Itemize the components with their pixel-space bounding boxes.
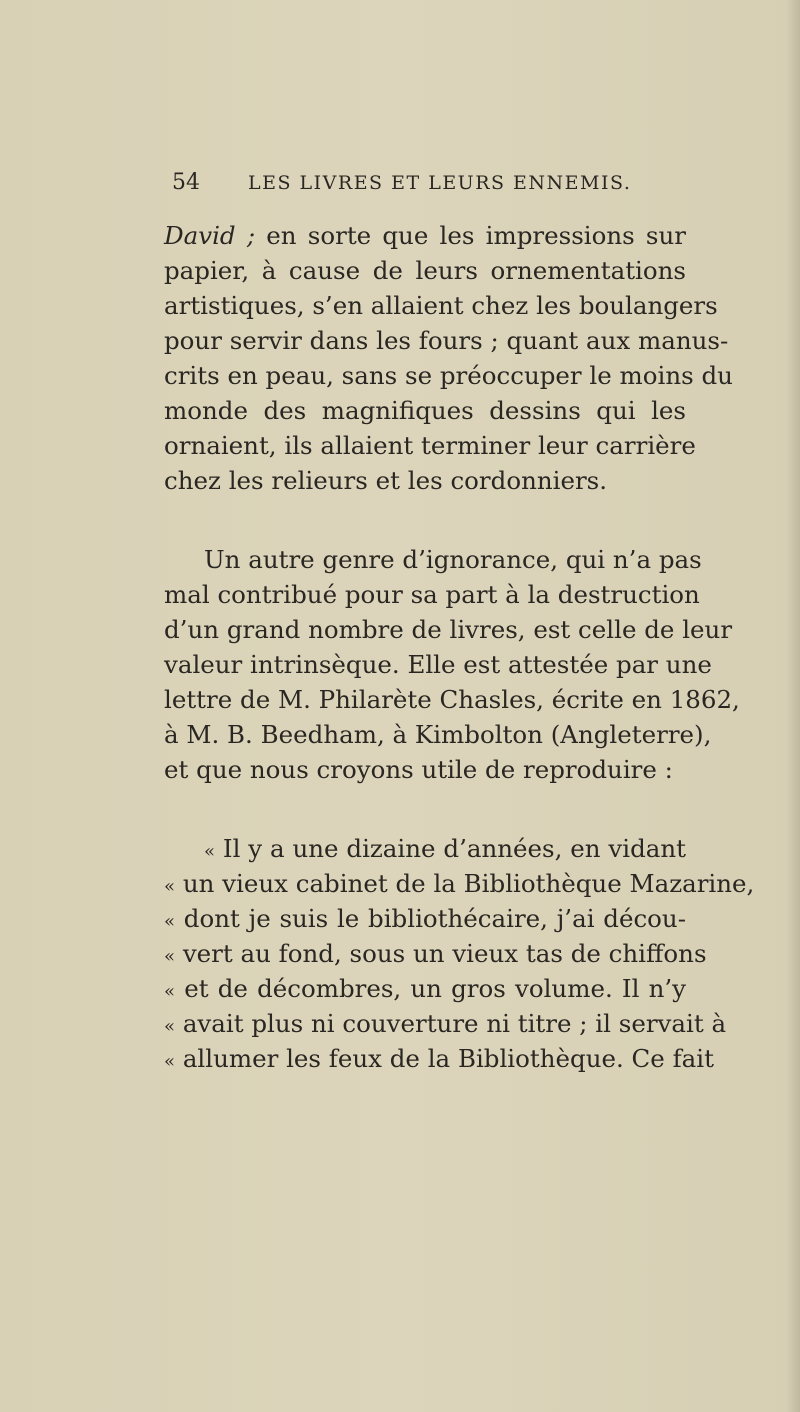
text-fragment: et de décombres, un gros volume. Il n’y <box>184 974 687 1003</box>
text-line: crits en peau, sans se préoccuper le moins du <box>164 361 733 390</box>
text-line <box>164 866 755 901</box>
text-line: à M. B. Beedham, à Kimbolton (Angleterre), <box>164 720 712 749</box>
text-line <box>164 1041 714 1076</box>
paragraph-gap <box>164 787 686 831</box>
text-line <box>164 831 686 866</box>
paragraph-gap <box>164 498 686 542</box>
text-line: monde des magnifiques dessins qui les <box>164 396 686 425</box>
guillemet: « <box>164 946 176 967</box>
text-fragment: Il y a une dizaine d’années, en vidant <box>222 834 686 863</box>
text-line: artistiques, s’en allaient chez les boulangers <box>164 291 718 320</box>
guillemet: « <box>164 876 176 897</box>
guillemet: « <box>164 911 176 932</box>
text-line: lettre de M. Philarète Chasles, écrite en 1862, <box>164 685 740 714</box>
text-line <box>164 218 686 253</box>
running-head <box>172 168 662 204</box>
guillemet: « <box>164 981 176 1002</box>
text-line <box>164 1006 727 1041</box>
text-fragment: allumer les feux de la Bibliothèque. Ce fait <box>182 1044 714 1073</box>
page-edge-shadow <box>786 0 800 1412</box>
text-fragment: un vieux cabinet de la Bibliothèque Mazarine, <box>182 869 755 898</box>
text-line: valeur intrinsèque. Elle est attestée par une <box>164 650 712 679</box>
text-line <box>164 936 707 971</box>
text-fragment: dont je suis le bibliothécaire, j’ai décou- <box>183 904 686 933</box>
body-text <box>164 218 755 1076</box>
running-title: LES LIVRES ET LEURS ENNEMIS. <box>248 172 632 194</box>
text-line: chez les relieurs et les cordonniers. <box>164 466 608 495</box>
text-line: et que nous croyons utile de reproduire : <box>164 755 673 784</box>
text-line: mal contribué pour sa part à la destruction <box>164 580 700 609</box>
text-line: pour servir dans les fours ; quant aux manus- <box>164 326 729 355</box>
guillemet: « <box>204 841 216 862</box>
guillemet: « <box>164 1016 176 1037</box>
text-fragment: vert au fond, sous un vieux tas de chiffons <box>182 939 707 968</box>
text-fragment: en sorte que les impressions sur <box>266 221 686 250</box>
text-line: Un autre genre d’ignorance, qui n’a pas <box>204 545 702 574</box>
text-line <box>164 901 686 936</box>
guillemet: « <box>164 1051 176 1072</box>
text-line <box>164 971 686 1006</box>
text-fragment: avait plus ni couverture ni titre ; il servait à <box>182 1009 727 1038</box>
text-line: ornaient, ils allaient terminer leur carrière <box>164 431 696 460</box>
italic-word: David ; <box>164 221 256 250</box>
text-line: d’un grand nombre de livres, est celle de leur <box>164 615 733 644</box>
page-number: 54 <box>172 170 200 195</box>
text-line: papier, à cause de leurs ornementations <box>164 256 686 285</box>
